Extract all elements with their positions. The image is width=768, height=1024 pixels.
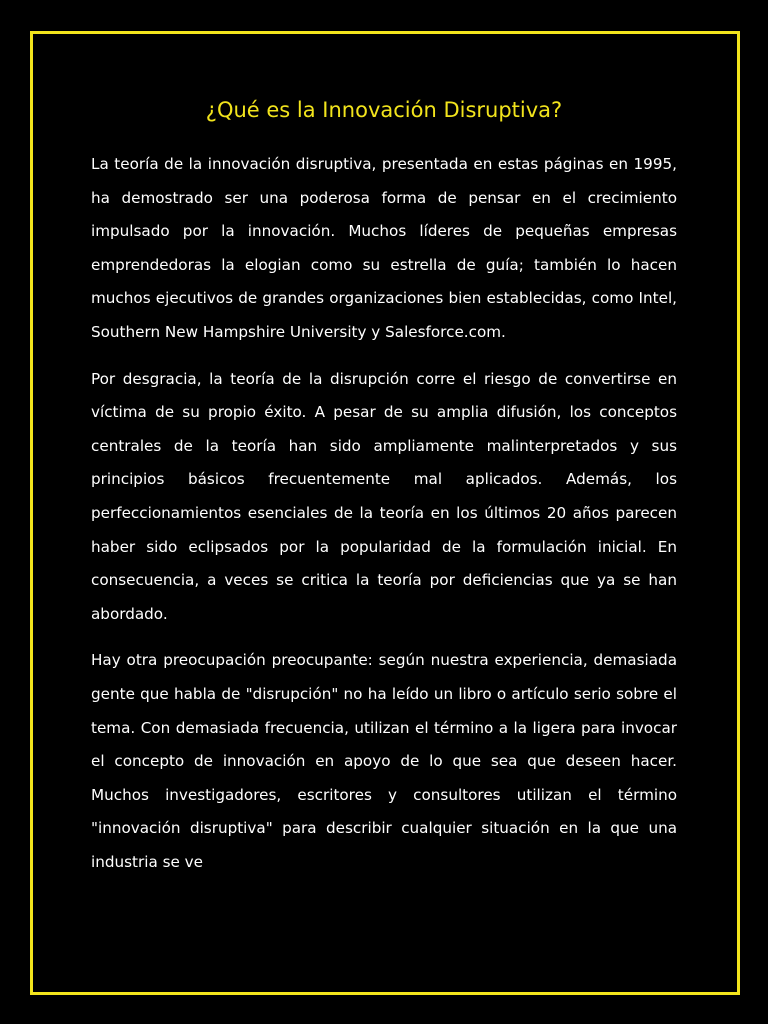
paragraph-3: Hay otra preocupación preocupante: según nuestra experiencia, demasiada gente que habla de "disrupción" no ha leído un libro o artículo serio sobre el tema. Con demasiada frecuencia, utilizan el término a la ligera para invocar el concepto de innovación en apoyo de lo que sea que deseen hacer. Muchos investigadores, escritores y consultores utilizan el término "innovación disruptiva" para describir cualquier situación en la que una industria se ve <box>91 651 677 871</box>
paragraph-2: Por desgracia, la teoría de la disrupción corre el riesgo de convertirse en víctima de su propio éxito. A pesar de su amplia difusión, los conceptos centrales de la teoría han sido ampliamente malinterpretados y sus principios básicos frecuentemente mal aplicados. Además, los perfeccionamientos esenciales de la teoría en los últimos 20 años parecen haber sido eclipsados por la popularidad de la formulación inicial. En consecuencia, a veces se critica la teoría por deficiencias que ya se han abordado. <box>91 369 677 623</box>
document-body <box>91 148 677 892</box>
paragraph-1: La teoría de la innovación disruptiva, presentada en estas páginas en 1995, ha demostrado ser una poderosa forma de pensar en el crecimiento impulsado por la innovación. Muchos líderes de pequeñas empresas emprendedoras la elogian como su estrella de guía; también lo hacen muchos ejecutivos de grandes organizaciones bien establecidas, como Intel, Southern New Hampshire University y Salesforce.com. <box>91 155 677 341</box>
page-title: ¿Qué es la Innovación Disruptiva? <box>205 98 563 122</box>
